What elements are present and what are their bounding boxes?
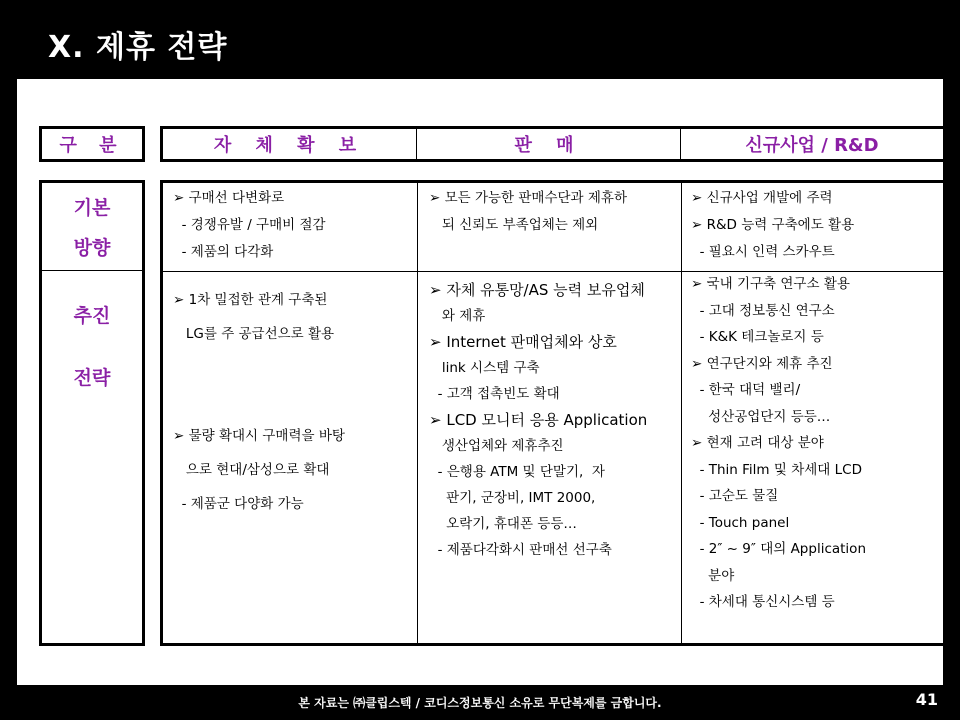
cell-line: 판기, 군장비, IMT 2000,: [429, 490, 596, 506]
cell-line: ➢ 현재 고려 대상 분야: [691, 435, 824, 451]
cell-line: 오락기, 휴대폰 등등…: [429, 516, 577, 532]
cell-line: ➢ 1차 밀접한 관계 구축된: [173, 292, 328, 308]
cell-line: ➢ 구매선 다변화로: [173, 190, 285, 206]
grid-divider: [417, 183, 418, 643]
cell-line: - 은행용 ATM 및 단말기, 자: [429, 464, 605, 480]
cell-line: - 제품의 다각화: [173, 244, 274, 260]
cell-line: - K&K 테크놀로지 등: [691, 329, 824, 345]
cell-line: ➢ 신규사업 개발에 주력: [691, 190, 833, 206]
cell-line: 성산공업단지 등등…: [691, 408, 831, 425]
cell-line: 와 제휴: [429, 308, 486, 324]
row-label-basic-line2: 방향: [73, 237, 111, 259]
cell-line: 되 신뢰도 부족업체는 제외: [429, 217, 599, 233]
row-label-column: [39, 180, 145, 646]
page-title: X. 제휴 전략: [48, 30, 228, 65]
gubun-header: 구 분: [39, 126, 145, 162]
cell-line: ➢ 물량 확대시 구매력을 바탕: [173, 428, 345, 444]
cell-line: - 차세대 통신시스템 등: [691, 594, 835, 610]
cell-line: 생산업체와 제휴추진: [429, 438, 564, 454]
cell-line: ➢ LCD 모니터 응용 Application: [429, 411, 648, 429]
cell-line: 으로 현대/삼성으로 확대: [173, 462, 330, 478]
cell-line: ➢ R&D 능력 구축에도 활용: [691, 217, 855, 233]
cell-line: - 경쟁유발 / 구매비 절감: [173, 217, 326, 233]
cell-basic-sales: [429, 185, 627, 239]
cell-line: link 시스템 구축: [429, 360, 540, 376]
cell-line: - 고순도 물질: [691, 488, 779, 504]
cell-line: - 제품다각화시 판매선 선구축: [429, 542, 612, 558]
cell-line: - 고객 접촉빈도 확대: [429, 386, 560, 402]
cell-line: ➢ 자체 유통망/AS 능력 보유업체: [429, 281, 645, 299]
row-label-basic: [42, 183, 142, 271]
row-label-promo-line1: 추진: [73, 305, 111, 327]
cell-line: - Thin Film 및 차세대 LCD: [691, 461, 862, 478]
content-panel: [17, 79, 943, 685]
cell-line: - 한국 대덕 밸리/: [691, 382, 801, 398]
grid-divider: [681, 183, 682, 643]
cell-line: ➢ 모든 가능한 판매수단과 제휴하: [429, 190, 628, 206]
cell-promo-self: [173, 283, 345, 521]
cell-line: - 필요시 인력 스카우트: [691, 244, 835, 260]
cell-line: - 2″ ~ 9″ 대의 Application: [691, 541, 866, 557]
cell-basic-rnd: [691, 185, 854, 266]
cell-line: LG를 주 공급선으로 활용: [173, 326, 335, 342]
row-label-basic-line1: 기본: [73, 197, 111, 219]
column-header-row: [160, 126, 946, 162]
row-label-promo-line2: 전략: [73, 367, 111, 389]
cell-line: ➢ 국내 기구축 연구소 활용: [691, 276, 850, 292]
footer-copyright: 본 자료는 ㈜클립스텍 / 코디스정보통신 소유로 무단복제를 금합니다.: [298, 696, 662, 710]
cell-line: 분야: [691, 567, 735, 584]
cell-line: - 고대 정보통신 연구소: [691, 302, 835, 319]
cell-line: [173, 351, 345, 385]
cell-promo-rnd: [691, 271, 866, 616]
cell-line: ➢ Internet 판매업체와 상호: [429, 333, 617, 351]
cell-basic-self: [173, 185, 326, 266]
column-header-rnd: 신규사업 / R&D: [745, 135, 879, 156]
cell-line: - Touch panel: [691, 514, 790, 531]
cell-promo-sales: [429, 277, 647, 563]
cell-line: - 제품군 다양화 가능: [173, 496, 304, 512]
column-header-self: 자 체 확 보: [163, 129, 417, 159]
cell-line: [173, 385, 345, 419]
column-header-sales: 판 매: [417, 129, 681, 159]
page-number: 41: [915, 690, 938, 709]
strategy-grid: [160, 180, 946, 646]
cell-line: ➢ 연구단지와 제휴 추진: [691, 355, 833, 372]
